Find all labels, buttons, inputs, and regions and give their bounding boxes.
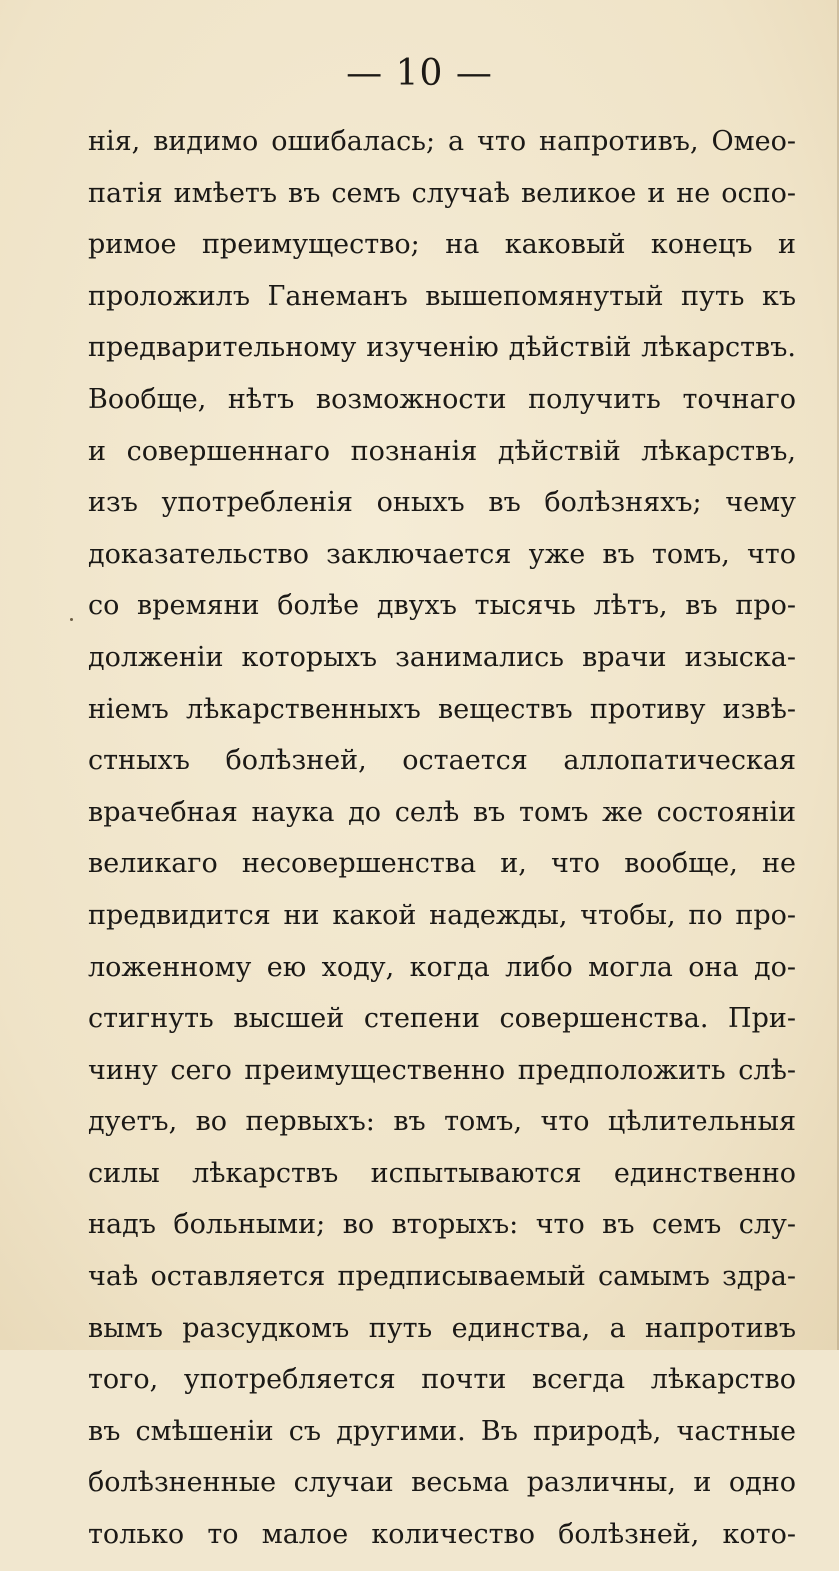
page-number: — 10 — — [346, 53, 493, 94]
page-text — [88, 126, 796, 1571]
text-line: врачебная наука до селѣ въ томъ же состояніи — [88, 796, 796, 828]
text-line: долженіи которыхъ занимались врачи изыска- — [88, 641, 796, 673]
text-line: стныхъ болѣзней, остается аллопатическая — [88, 745, 796, 777]
paper-speck — [70, 618, 73, 621]
text-line: вымъ разсудкомъ путь единства, а напротивъ — [88, 1312, 796, 1344]
text-line: изъ употребленія оныхъ въ болѣзняхъ; чему — [88, 487, 796, 519]
text-line: и совершеннаго познанія дѣйствій лѣкарствъ, — [88, 435, 796, 467]
text-line: предвидится ни какой надежды, чтобы, по про- — [88, 899, 796, 931]
text-line: стигнуть высшей степени совершенства. При- — [88, 1003, 796, 1035]
text-line: со времяни болѣе двухъ тысячь лѣтъ, въ про- — [88, 590, 796, 622]
text-line: нія, видимо ошибалась; а что напротивъ, Омео- — [88, 126, 796, 157]
text-line: того, употребляется почти всегда лѣкарство — [88, 1364, 796, 1396]
text-line: чину сего преимущественно предположить слѣ- — [88, 1054, 796, 1086]
text-line: въ смѣшеніи съ другими. Въ природѣ, частные — [88, 1415, 796, 1447]
text-line: предварительному изученію дѣйствій лѣкарствъ. — [88, 332, 796, 364]
text-line: надъ больными; во вторыхъ: что въ семъ слу- — [88, 1209, 796, 1241]
text-line: римое преимущество; на каковый конецъ и — [88, 229, 796, 261]
text-line: чаѣ оставляется предписываемый самымъ здра- — [88, 1261, 796, 1293]
text-line: ложенному ею ходу, когда либо могла она до- — [88, 951, 796, 983]
text-line: ніемъ лѣкарственныхъ веществъ противу извѣ- — [88, 693, 796, 725]
text-line: доказательство заключается уже въ томъ, что — [88, 538, 796, 570]
text-line: патія имѣетъ въ семъ случаѣ великое и не оспо- — [88, 177, 796, 209]
text-line: великаго несовершенства и, что вообще, не — [88, 848, 796, 880]
text-line: проложилъ Ганеманъ вышепомянутый путь къ — [88, 280, 796, 312]
text-line: болѣзненные случаи весьма различны, и одно — [88, 1467, 796, 1499]
text-line: только то малое количество болѣзней, кото- — [88, 1519, 796, 1551]
text-line: дуетъ, во первыхъ: въ томъ, что цѣлительныя — [88, 1106, 796, 1138]
text-line: силы лѣкарствъ испытываются единственно — [88, 1157, 796, 1189]
text-line: Вообще, нѣтъ возможности получить точнаго — [88, 383, 796, 415]
